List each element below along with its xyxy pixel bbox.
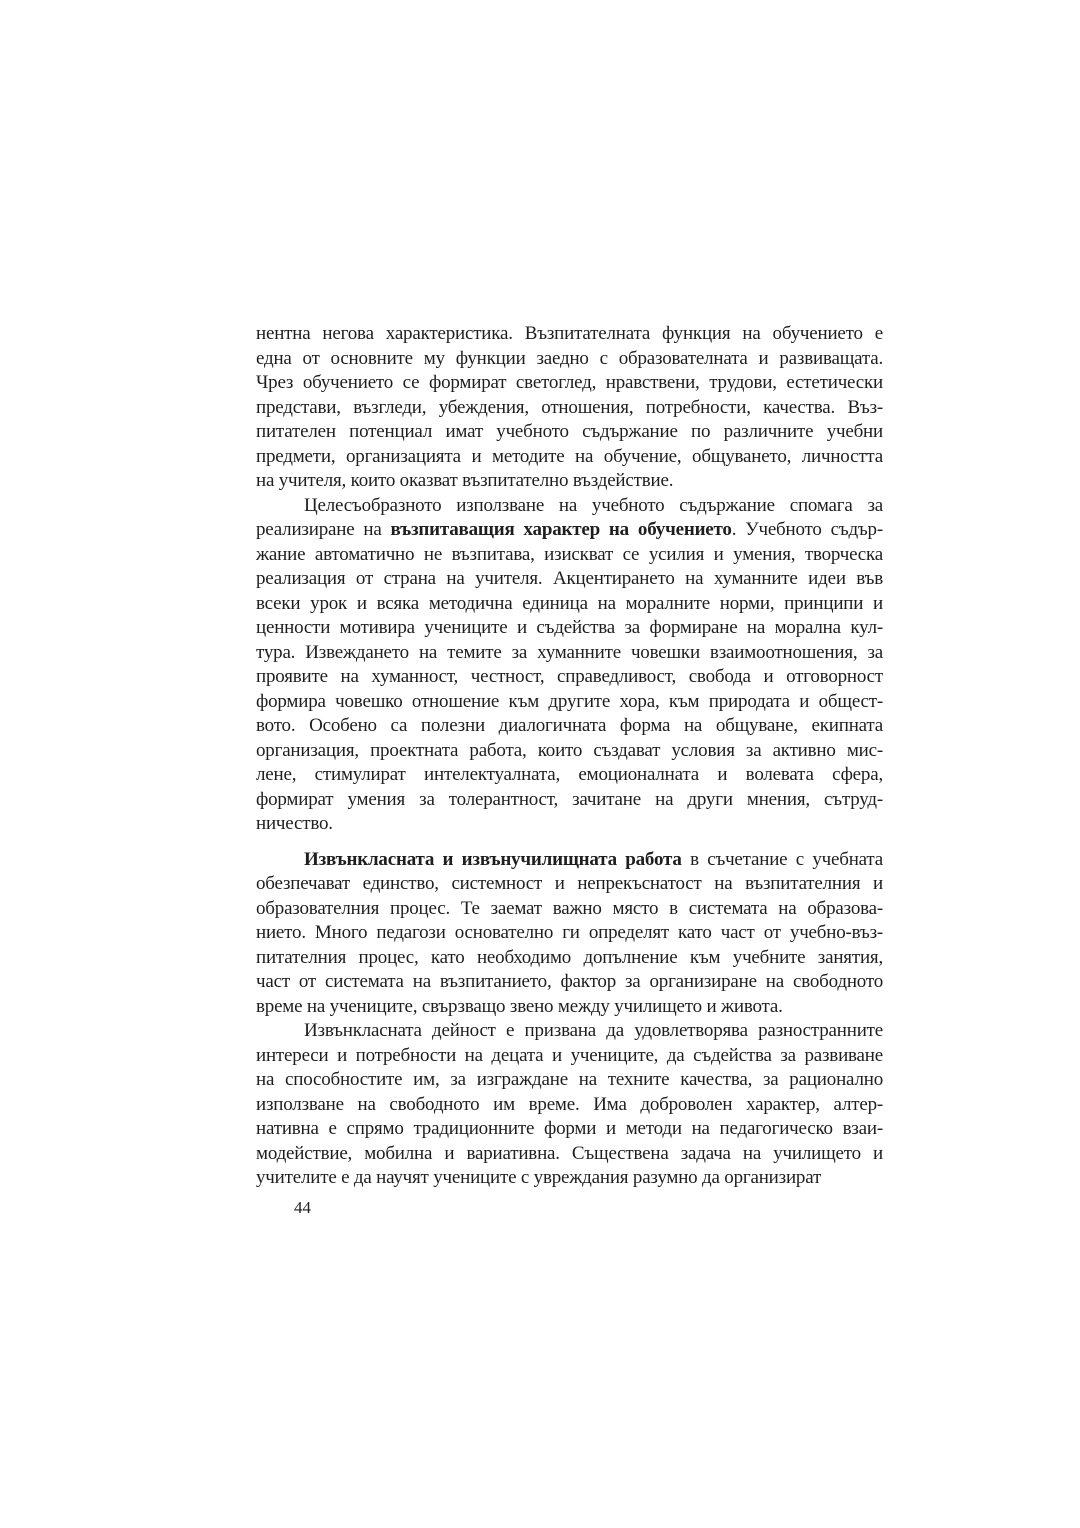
text-line: учителите е да научят учениците с увреждания разумно да организират bbox=[256, 1167, 822, 1188]
text-line: проявите на хуманност, честност, справедливост, свобода и отговорност bbox=[256, 666, 883, 687]
text-line: представи, възгледи, убеждения, отношения, потребности, качества. Въз- bbox=[256, 396, 883, 418]
text-line: на учителя, които оказват възпитателно въздействие. bbox=[256, 470, 674, 491]
text-line: реализиране на възпитаващия характер на обучението. Учебното съдър- bbox=[256, 519, 883, 540]
text-line: ничество. bbox=[256, 813, 333, 834]
text-line: нентна негова характеристика. Възпитателната функция на обучението е bbox=[256, 323, 883, 344]
text-line: използване на свободното им време. Има доброволен характер, алтер- bbox=[256, 1093, 883, 1115]
paragraph-4 bbox=[256, 1019, 883, 1191]
text-line: обезпечават единство, системност и непрекъснатост на възпитателния и bbox=[256, 873, 883, 894]
text-line: организация, проектната работа, които създават условия за активно мис- bbox=[256, 739, 883, 761]
text-line: Извънкласната и извънучилищната работа в съчетание с учебната bbox=[304, 848, 883, 870]
text-line: тура. Извеждането на темите за хуманните човешки взаимоотношения, за bbox=[256, 641, 883, 663]
text-line: част от системата на възпитанието, фактор за организиране на свободното bbox=[256, 971, 883, 992]
paragraph-3 bbox=[256, 848, 883, 1020]
text-line: вото. Особено са полезни диалогичната форма на общуване, екипната bbox=[256, 715, 883, 736]
text-line: формира човешко отношение към другите хора, към природата и общест- bbox=[256, 690, 883, 712]
text-line: модействие, мобилна и вариативна. Съществена задача на училището и bbox=[256, 1142, 883, 1164]
text-line: интереси и потребности на децата и учениците, да съдейства за развиване bbox=[256, 1044, 883, 1066]
text-line: формират умения за толерантност, зачитане на други мнения, сътруд- bbox=[256, 788, 883, 810]
text-line: нативна е спрямо традиционните форми и методи на педагогическо взаи- bbox=[256, 1118, 883, 1139]
paragraph-2 bbox=[256, 494, 883, 837]
text-line: Целесъобразното използване на учебното съдържание спомага за bbox=[304, 494, 883, 516]
page-number: 44 bbox=[294, 1198, 311, 1217]
text-line: време на учениците, свързващо звено между училището и живота. bbox=[256, 995, 783, 1017]
text-line: на способностите им, за изграждане на техните качества, за рационално bbox=[256, 1069, 883, 1090]
text-line: питателен потенциал имат учебното съдържание по различните учебни bbox=[256, 421, 883, 442]
text-line: нието. Много педагози основателно ги определят като част от учебно-въз- bbox=[256, 922, 883, 943]
text-line: лене, стимулират интелектуалната, емоционалната и волевата сфера, bbox=[256, 764, 883, 785]
text-line: всеки урок и всяка методична единица на моралните норми, принципи и bbox=[256, 592, 883, 614]
text-line: една от основните му функции заедно с образователната и развиващата. bbox=[256, 347, 883, 369]
paragraph-1 bbox=[256, 322, 883, 494]
text-line: жание автоматично не възпитава, изискват се усилия и умения, творческа bbox=[256, 543, 883, 565]
text-line: ценности мотивира учениците и съдейства за формиране на морална кул- bbox=[256, 617, 883, 638]
text-line: образователния процес. Те заемат важно място в системата на образова- bbox=[256, 897, 883, 919]
text-block bbox=[256, 322, 883, 1191]
text-line: питателния процес, като необходимо допълнение към учебните занятия, bbox=[256, 946, 883, 968]
text-line: Извънкласната дейност е призвана да удовлетворява разностранните bbox=[304, 1020, 883, 1041]
text-line: предмети, организацията и методите на обучение, общуването, личността bbox=[256, 445, 883, 467]
text-line: реализация от страна на учителя. Акцентирането на хуманните идеи във bbox=[256, 568, 883, 589]
text-line: Чрез обучението се формират светоглед, нравствени, трудови, естетически bbox=[256, 372, 883, 393]
